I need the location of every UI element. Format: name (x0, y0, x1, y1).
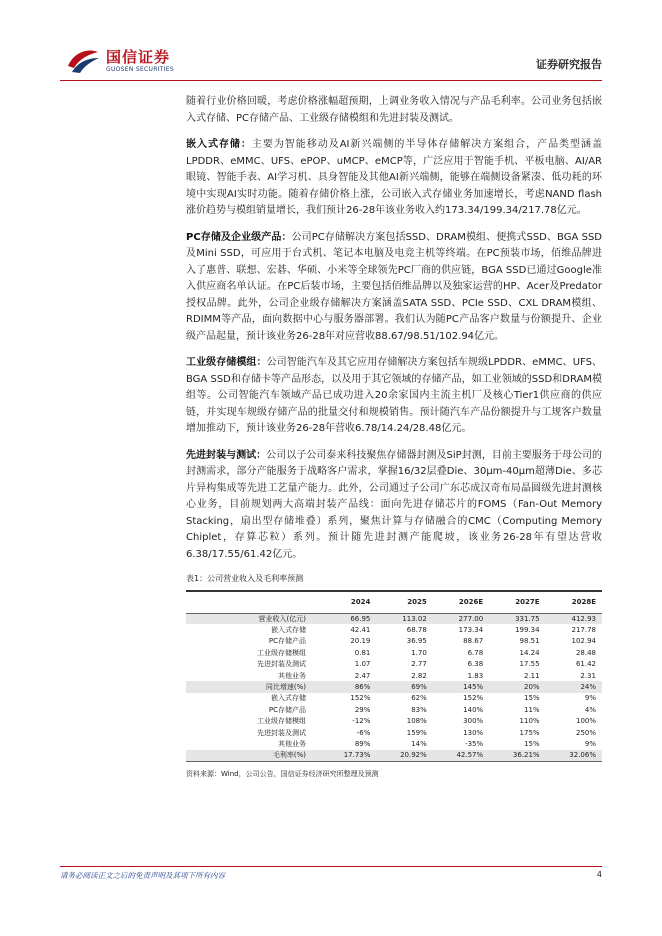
table-row (186, 659, 602, 670)
table-cell: 1.07 (354, 660, 371, 669)
table-cell: 1.83 (467, 671, 484, 680)
column-header: 2026E (433, 591, 489, 613)
column-header: 2025 (376, 591, 432, 613)
paragraph-text: 公司PC存储解决方案包括SSD、DRAM模组、便携式SSD、BGA SSD及Mini SSD，可应用于台式机、笔记本电脑及电竞主机等终端。在PC预装市场，佰维品牌进入了惠普、联想、宏碁、华硕、小米等全球领先PC厂商的供应链，BGA SSD已通过Google准入供应商名单认证。在PC后装市场，主要包括佰维品牌以及独家运营的HP、Acer及Predator授权品牌。此外，公司企业级存储解决方案涵盖SATA SSD、PCIe SSD、CXL DRAM模组、RDIMM等产品，面向数据中心与服务器部署。我们认为随PC产品客户数量与份额提升、企业级产品起量，预计该业务26-28年对应营收88.67/98.51/102.94亿元。 (186, 231, 603, 342)
table-title: 表1：公司营业收入及毛利率预测 (186, 574, 304, 583)
revenue-forecast-table (186, 590, 602, 762)
table-cell: 277.00 (433, 613, 489, 624)
table-header-row (186, 591, 602, 613)
row-label: 其他业务 (278, 739, 306, 748)
table-cell: 98.51 (519, 637, 540, 646)
table-cell: 28.48 (575, 648, 596, 657)
table-cell: 9% (584, 694, 596, 703)
report-type: 证券研究报告 (536, 58, 602, 71)
table-row (186, 727, 602, 738)
table-cell: 24% (546, 681, 602, 692)
table-cell: 89% (354, 739, 371, 748)
table-cell: 11% (524, 705, 540, 714)
table-cell: 42.41 (350, 626, 371, 635)
table-cell: 173.34 (458, 626, 484, 635)
table-cell: 68.78 (406, 626, 427, 635)
table-cell: 2.82 (411, 671, 427, 680)
table-cell: 15% (524, 694, 540, 703)
table-cell: 17.55 (519, 660, 540, 669)
table-cell: 42.57% (433, 750, 489, 761)
table-cell: 29% (354, 705, 371, 714)
table-row (186, 681, 602, 692)
table-row (186, 647, 602, 658)
table-cell: 9% (584, 739, 596, 748)
column-header (186, 591, 320, 613)
table-cell: 6.38 (467, 660, 484, 669)
table-cell: 14.24 (519, 648, 540, 657)
paragraph-text: 公司智能汽车及其它应用存储解决方案包括车规级LPDDR、eMMC、UFS、BGA SSD和存储卡等产品形态，以及用于其它领域的存储产品，如工业领域的SSD和DRAM模组等。公司智能汽车领域产品已成功进入20余家国内主流主机厂及核心Tier1供应商的供应链，并实现车规级存储产品的批量交付和规模销售。预计随汽车产品份额提升与工规客户数量增加推动下，预计该业务26-28年营收6.78/14.24/28.48亿元。 (186, 357, 603, 434)
packaging-testing-paragraph (186, 448, 602, 564)
industrial-storage-paragraph (186, 355, 602, 438)
table-cell: 61.42 (575, 660, 596, 669)
header-divider (60, 80, 602, 81)
paragraph-lead: 工业级存储模组： (186, 357, 267, 368)
row-label: 毛利率(%) (186, 750, 320, 761)
footer-divider (60, 866, 602, 867)
table-cell: 20.92% (376, 750, 432, 761)
table-body (186, 613, 602, 761)
intro-paragraph (186, 94, 602, 127)
table-cell: 0.81 (354, 648, 371, 657)
column-header: 2028E (546, 591, 602, 613)
table-cell: 140% (463, 705, 484, 714)
column-header: 2027E (489, 591, 545, 613)
table-row (186, 738, 602, 749)
paragraph-lead: 先进封装与测试： (186, 449, 267, 461)
table-cell: 14% (411, 739, 427, 748)
table-row (186, 636, 602, 647)
table-cell: 36.95 (406, 637, 427, 646)
guosen-logo (66, 42, 196, 78)
table-cell: 17.73% (320, 750, 376, 761)
row-label: PC存储产品 (268, 637, 306, 646)
table-row (186, 613, 602, 624)
table-row (186, 624, 602, 635)
row-label: 嵌入式存储 (271, 694, 306, 703)
table-row (186, 704, 602, 715)
table-cell: 300% (463, 717, 484, 726)
row-label: PC存储产品 (268, 705, 306, 714)
row-label: 工业级存储模组 (257, 648, 306, 657)
table-cell: 66.95 (320, 613, 376, 624)
table-cell: 20% (489, 681, 545, 692)
embedded-storage-paragraph (186, 137, 602, 220)
table-cell: -6% (356, 728, 371, 737)
paragraph-lead: PC存储及企业级产品： (186, 231, 292, 243)
guosen-logo-mark-icon (66, 46, 100, 74)
table-cell: 152% (463, 694, 484, 703)
table-cell: 159% (406, 728, 427, 737)
page-number: 4 (596, 870, 602, 879)
row-label: 先进封装及测试 (257, 660, 306, 669)
row-label: 嵌入式存储 (271, 626, 306, 635)
table-cell: 2.11 (523, 671, 540, 680)
column-header: 2024 (320, 591, 376, 613)
table-cell: 1.70 (411, 648, 427, 657)
main-content (186, 94, 602, 779)
table-cell: 250% (575, 728, 596, 737)
footer-disclaimer: 请务必阅读正文之后的免责声明及其项下所有内容 (60, 871, 225, 880)
table-cell: 4% (584, 705, 596, 714)
table-cell: 36.21% (489, 750, 545, 761)
table-cell: 130% (463, 728, 484, 737)
table-cell: -12% (352, 717, 371, 726)
logo-english-name: GUOSEN SECURITIES (106, 66, 175, 73)
table-cell: 100% (575, 717, 596, 726)
table-cell: 2.47 (354, 671, 371, 680)
table-cell: 108% (406, 717, 427, 726)
pc-storage-paragraph (186, 230, 602, 346)
table-cell: 20.19 (350, 637, 371, 646)
row-label: 其他业务 (278, 671, 306, 680)
table-cell: 2.77 (411, 660, 427, 669)
table-cell: 15% (524, 739, 540, 748)
table-cell: 69% (376, 681, 432, 692)
page-header (60, 42, 602, 82)
table-cell: 217.78 (571, 626, 596, 635)
table-cell: 102.94 (571, 637, 596, 646)
row-label: 工业级存储模组 (257, 717, 306, 726)
table-cell: 412.93 (546, 613, 602, 624)
table-cell: 88.67 (463, 637, 484, 646)
table-cell: 6.78 (467, 648, 484, 657)
row-label: 先进封装及测试 (257, 728, 306, 737)
table-cell: 83% (411, 705, 427, 714)
table-cell: 32.06% (546, 750, 602, 761)
paragraph-lead: 嵌入式存储： (186, 139, 252, 150)
paragraph-text: 公司以子公司泰来科技聚焦存储器封测及SiP封测，目前主要服务于母公司的封测需求，部分产能服务于战略客户需求，掌握16/32层叠Die、30μm-40μm超薄Die、多芯片异构集成等先进工艺量产能力。此外，公司通过子公司广东芯成汉奇布局晶圆级先进封测核心业务，目前规划两大高端封装产品线：面向先进存储芯片的FOMS（Fan-Out Memory Stacking，扇出型存储堆叠）系列，聚焦计算与存储融合的CMC（Computing Memory Chiplet，存算芯粒）系列。预计随先进封测产能爬坡，该业务26-28年有望达营收6.38/17.55/61.42亿元。 (186, 449, 603, 560)
table-row (186, 670, 602, 681)
table-cell: 175% (519, 728, 540, 737)
logo-chinese-name: 国信证券 (106, 48, 171, 66)
intro-text: 随着行业价格回暖，考虑价格涨幅超预期，上调业务收入情况与产品毛利率。公司业务包括嵌入式存储、PC存储产品、工业级存储模组和先进封装及测试。 (186, 96, 602, 124)
table-cell: 110% (519, 717, 540, 726)
table-row (186, 750, 602, 761)
table-source: 资料来源：Wind，公司公告，国信证券经济研究所整理及预测 (186, 769, 379, 778)
table-cell: -35% (465, 739, 484, 748)
table-cell: 152% (350, 694, 371, 703)
table-cell: 2.31 (580, 671, 596, 680)
table-cell: 86% (320, 681, 376, 692)
table-cell: 113.02 (376, 613, 432, 624)
table-cell: 62% (411, 694, 427, 703)
row-label: 同比增速(%) (186, 681, 320, 692)
table-cell: 199.34 (515, 626, 540, 635)
table-cell: 145% (433, 681, 489, 692)
row-label: 营业收入(亿元) (186, 613, 320, 624)
table-row (186, 693, 602, 704)
table-cell: 331.75 (489, 613, 545, 624)
paragraph-text: 主要为智能移动及AI新兴端侧的半导体存储解决方案组合，产品类型涵盖LPDDR、eMMC、UFS、ePOP、uMCP、eMCP等，广泛应用于智能手机、平板电脑、AI/AR眼镜、智能手表、AI学习机、具身智能及其他AI新兴端侧，能够在端侧设备紧凑、低功耗的环境中实现AI实时功能。随着存储价格上涨，公司嵌入式存储业务加速增长，考虑NAND flash涨价趋势与模组销量增长，我们预计26-28年该业务收入约173.34/199.34/217.78亿元。 (186, 139, 602, 216)
table-row (186, 716, 602, 727)
